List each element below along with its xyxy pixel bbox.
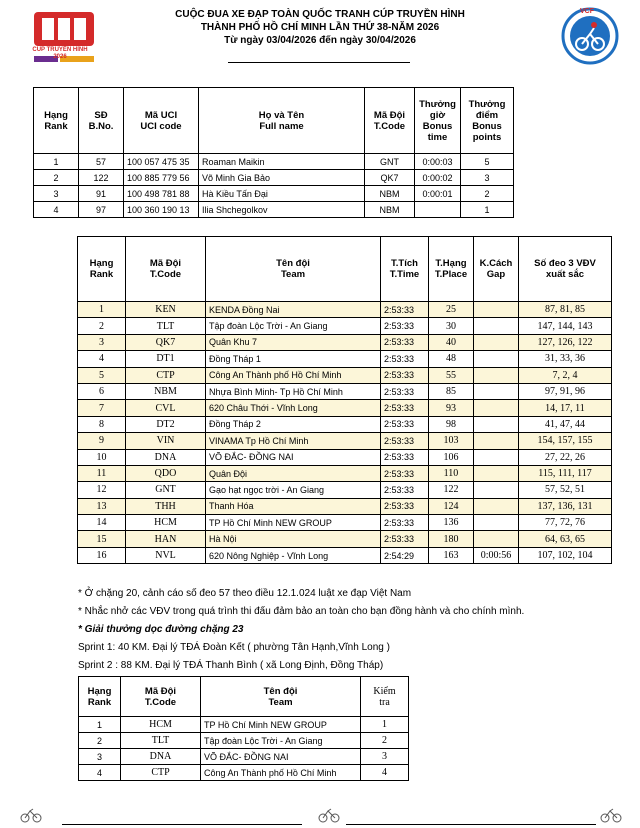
gap-cell: 0:00:56 [474,547,519,563]
total-time-cell: 2:53:33 [381,531,429,547]
rank-cell: 14 [78,515,126,531]
total-place-cell: 30 [429,318,474,334]
header-rank: Hạng Rank [34,88,79,154]
stage-prize-heading: * Giải thưởng dọc đường chặng 23 [78,624,244,635]
rank-cell: 1 [79,717,121,733]
top-riders-cell: 147, 144, 143 [519,318,612,334]
total-place-cell: 48 [429,351,474,367]
team-code-cell: THH [126,498,206,514]
rank-cell: 1 [34,154,79,170]
team-code-cell: KEN [126,302,206,318]
gap-cell [474,515,519,531]
rank-cell: 12 [78,482,126,498]
sprint-table [78,676,409,781]
total-place-cell: 106 [429,449,474,465]
team-name-cell: Công An Thành phố Hồ Chí Minh [206,367,381,383]
top-riders-cell: 31, 33, 36 [519,351,612,367]
gap-cell [474,433,519,449]
header-gap: K.Cách Gap [474,237,519,302]
bib-cell: 91 [79,186,124,202]
table-row [78,416,612,432]
rank-cell: 4 [34,202,79,218]
bonus-points-cell: 5 [461,154,514,170]
team-name-cell: VÕ ĐẮC- ĐỒNG NAI [206,449,381,465]
total-time-cell: 2:53:33 [381,482,429,498]
gap-cell [474,482,519,498]
team-code-cell: CTP [126,367,206,383]
total-time-cell: 2:54:29 [381,547,429,563]
team-name-cell: Quân Khu 7 [206,334,381,350]
total-time-cell: 2:53:33 [381,400,429,416]
notes-section [78,586,618,676]
name-cell: Roaman Maikin [199,154,365,170]
top-riders-cell: 97, 91, 96 [519,383,612,399]
table-row [78,482,612,498]
team-name-cell: KENDA Đồng Nai [206,302,381,318]
gap-cell [474,302,519,318]
total-place-cell: 136 [429,515,474,531]
gap-cell [474,400,519,416]
rank-cell: 2 [34,170,79,186]
team-code-cell: NBM [365,186,415,202]
total-time-cell: 2:53:33 [381,318,429,334]
rank-cell: 9 [78,433,126,449]
document-title [140,8,500,47]
sprint-2-info: Sprint 2 : 88 KM. Đại lý TĐÁ Thanh Bình ( xã Long Định, Đồng Tháp) [78,660,384,671]
total-time-cell: 2:53:33 [381,515,429,531]
team-code-cell: CTP [121,765,201,781]
title-date-range: Từ ngày 03/04/2026 đến ngày 30/04/2026 [224,35,416,46]
header-total-time: T.Tích T.Time [381,237,429,302]
bonus-time-cell: 0:00:02 [415,170,461,186]
total-place-cell: 98 [429,416,474,432]
table-row [78,318,612,334]
title-line-1: CUỘC ĐUA XE ĐẠP TOÀN QUỐC TRANH CÚP TRUYỀN HÌNH [175,9,465,20]
team-code-cell: DNA [126,449,206,465]
team-name-cell: Quân Đội [206,465,381,481]
team-name-cell: Nhựa Bình Minh- Tp Hồ Chí Minh [206,383,381,399]
top-riders-cell: 137, 136, 131 [519,498,612,514]
top-riders-cell: 41, 47, 44 [519,416,612,432]
rank-cell: 1 [78,302,126,318]
header-team-code: Mã Đội T.Code [365,88,415,154]
rank-cell: 8 [78,416,126,432]
total-place-cell: 124 [429,498,474,514]
header-bib: SĐ B.No. [79,88,124,154]
table-row [78,367,612,383]
table-row [78,465,612,481]
header-total-place: T.Hạng T.Place [429,237,474,302]
team-code-cell: DT2 [126,416,206,432]
team-name-cell: VÕ ĐẮC- ĐỒNG NAI [201,749,361,765]
safety-note: * Nhắc nhở các VĐV trong quá trình thi đấu đảm bảo an toàn cho bạn đồng hành và cho chính mình. [78,606,525,617]
bicycle-icon [600,806,622,824]
footer-line-right [346,824,596,825]
check-cell: 3 [361,749,409,765]
header-team: Tên đội Team [206,237,381,302]
bicycle-icon [318,806,340,824]
header-rank: Hạng Rank [79,677,121,717]
table-row [78,449,612,465]
team-code-cell: GNT [365,154,415,170]
team-code-cell: NBM [126,383,206,399]
top-riders-cell: 57, 52, 51 [519,482,612,498]
gap-cell [474,498,519,514]
total-time-cell: 2:53:33 [381,465,429,481]
team-name-cell: Đồng Tháp 2 [206,416,381,432]
team-code-cell: CVL [126,400,206,416]
total-time-cell: 2:53:33 [381,449,429,465]
rank-cell: 15 [78,531,126,547]
team-name-cell: TP Hồ Chí Minh NEW GROUP [206,515,381,531]
table-row [78,547,612,563]
total-time-cell: 2:53:33 [381,416,429,432]
header-team-code: Mã Đội T.Code [121,677,201,717]
rank-cell: 2 [79,733,121,749]
table-row [34,170,514,186]
table-row [78,400,612,416]
top-riders-cell: 115, 111, 117 [519,465,612,481]
uci-cell: 100 360 190 13 [124,202,199,218]
header-team: Tên đội Team [201,677,361,717]
title-line-2: THÀNH PHỐ HỒ CHÍ MINH LẦN THỨ 38-NĂM 2026 [200,22,440,33]
team-name-cell: 620 Châu Thới - Vĩnh Long [206,400,381,416]
total-place-cell: 93 [429,400,474,416]
top-riders-cell: 87, 81, 85 [519,302,612,318]
rank-cell: 10 [78,449,126,465]
bonus-points-cell: 1 [461,202,514,218]
total-place-cell: 25 [429,302,474,318]
gap-cell [474,318,519,334]
bonus-time-cell: 0:00:03 [415,154,461,170]
gap-cell [474,449,519,465]
total-time-cell: 2:53:33 [381,433,429,449]
top-riders-cell: 77, 72, 76 [519,515,612,531]
total-place-cell: 122 [429,482,474,498]
team-name-cell: Hà Nội [206,531,381,547]
sprint-1-info: Sprint 1: 40 KM. Đại lý TĐÁ Đoàn Kết ( phường Tân Hạnh,Vĩnh Long ) [78,642,390,653]
table-row [78,302,612,318]
top-riders-cell: 127, 126, 122 [519,334,612,350]
total-time-cell: 2:53:33 [381,351,429,367]
warning-note: * Ở chặng 20, cảnh cáo số đeo 57 theo điều 12.1.024 luật xe đạp Việt Nam [78,588,412,599]
top-riders-cell: 14, 17, 11 [519,400,612,416]
team-table [77,236,612,564]
rank-cell: 5 [78,367,126,383]
table-row [34,154,514,170]
top-riders-cell: 107, 102, 104 [519,547,612,563]
table-row [79,717,409,733]
team-code-cell: QK7 [126,334,206,350]
team-name-cell: VINAMA Tp Hồ Chí Minh [206,433,381,449]
total-place-cell: 110 [429,465,474,481]
team-code-cell: TLT [121,733,201,749]
cup-logo-text: CÚP TRUYỀN HÌNH 2026 [32,47,88,60]
title-divider [228,62,410,63]
top-riders-cell: 27, 22, 26 [519,449,612,465]
team-name-cell: Gạo hạt ngọc trời - An Giang [206,482,381,498]
table-row [78,351,612,367]
team-name-cell: Tập đoàn Lộc Trời - An Giang [201,733,361,749]
rank-cell: 13 [78,498,126,514]
rank-cell: 6 [78,383,126,399]
bonus-time-cell [415,202,461,218]
gap-cell [474,383,519,399]
header-check: Kiểm tra [361,677,409,717]
table-row [34,202,514,218]
name-cell: Võ Minh Gia Bảo [199,170,365,186]
check-cell: 2 [361,733,409,749]
vcf-logo-text: VCF [580,8,594,15]
table-row [79,765,409,781]
gap-cell [474,334,519,350]
total-place-cell: 180 [429,531,474,547]
team-code-cell: HCM [121,717,201,733]
bonus-points-cell: 3 [461,170,514,186]
table-row [78,433,612,449]
sprint-table-header [79,677,409,717]
gap-cell [474,351,519,367]
bonus-table [33,87,514,218]
total-place-cell: 85 [429,383,474,399]
table-row [78,531,612,547]
uci-cell: 100 498 781 88 [124,186,199,202]
rank-cell: 3 [79,749,121,765]
header-uci: Mã UCI UCI code [124,88,199,154]
bicycle-icon [20,806,42,824]
rank-cell: 4 [78,351,126,367]
team-table-header [78,237,612,302]
table-row [78,334,612,350]
total-time-cell: 2:53:33 [381,302,429,318]
total-place-cell: 55 [429,367,474,383]
gap-cell [474,531,519,547]
team-name-cell: 620 Nông Nghiệp - Vĩnh Long [206,547,381,563]
table-row [79,749,409,765]
team-code-cell: HCM [126,515,206,531]
bib-cell: 97 [79,202,124,218]
page-footer [0,796,640,828]
team-code-cell: NVL [126,547,206,563]
uci-cell: 100 885 779 56 [124,170,199,186]
gap-cell [474,416,519,432]
footer-line-left [62,824,302,825]
total-time-cell: 2:53:33 [381,498,429,514]
rank-cell: 16 [78,547,126,563]
check-cell: 4 [361,765,409,781]
bib-cell: 57 [79,154,124,170]
total-place-cell: 163 [429,547,474,563]
bib-cell: 122 [79,170,124,186]
team-name-cell: TP Hồ Chí Minh NEW GROUP [201,717,361,733]
total-place-cell: 40 [429,334,474,350]
total-time-cell: 2:53:33 [381,367,429,383]
team-code-cell: HAN [126,531,206,547]
rank-cell: 2 [78,318,126,334]
top-riders-cell: 7, 2, 4 [519,367,612,383]
check-cell: 1 [361,717,409,733]
rank-cell: 3 [34,186,79,202]
table-row [34,186,514,202]
bonus-time-cell: 0:00:01 [415,186,461,202]
team-code-cell: GNT [126,482,206,498]
rank-cell: 7 [78,400,126,416]
header-top-riders: Số đeo 3 VĐV xuất sắc [519,237,612,302]
bonus-points-cell: 2 [461,186,514,202]
team-code-cell: TLT [126,318,206,334]
rank-cell: 4 [79,765,121,781]
header-bonus-points: Thưởng điểm Bonus points [461,88,514,154]
gap-cell [474,465,519,481]
top-riders-cell: 154, 157, 155 [519,433,612,449]
team-name-cell: Đồng Tháp 1 [206,351,381,367]
table-row [78,515,612,531]
name-cell: Hà Kiều Tấn Đại [199,186,365,202]
uci-cell: 100 057 475 35 [124,154,199,170]
team-code-cell: VIN [126,433,206,449]
total-place-cell: 103 [429,433,474,449]
vcf-logo [560,6,620,66]
team-name-cell: Công An Thành phố Hồ Chí Minh [201,765,361,781]
rank-cell: 3 [78,334,126,350]
total-time-cell: 2:53:33 [381,383,429,399]
team-code-cell: QK7 [365,170,415,186]
header-name: Họ và Tên Full name [199,88,365,154]
team-name-cell: Tập đoàn Lộc Trời - An Giang [206,318,381,334]
header-bonus-time: Thưởng giờ Bonus time [415,88,461,154]
bonus-table-header [34,88,514,154]
team-name-cell: Thanh Hóa [206,498,381,514]
name-cell: Ilia Shchegolkov [199,202,365,218]
table-row [79,733,409,749]
team-code-cell: QDO [126,465,206,481]
table-row [78,383,612,399]
team-code-cell: NBM [365,202,415,218]
top-riders-cell: 64, 63, 65 [519,531,612,547]
gap-cell [474,367,519,383]
table-row [78,498,612,514]
header-team-code: Mã Đội T.Code [126,237,206,302]
team-code-cell: DNA [121,749,201,765]
total-time-cell: 2:53:33 [381,334,429,350]
header-rank: Hạng Rank [78,237,126,302]
rank-cell: 11 [78,465,126,481]
team-code-cell: DT1 [126,351,206,367]
